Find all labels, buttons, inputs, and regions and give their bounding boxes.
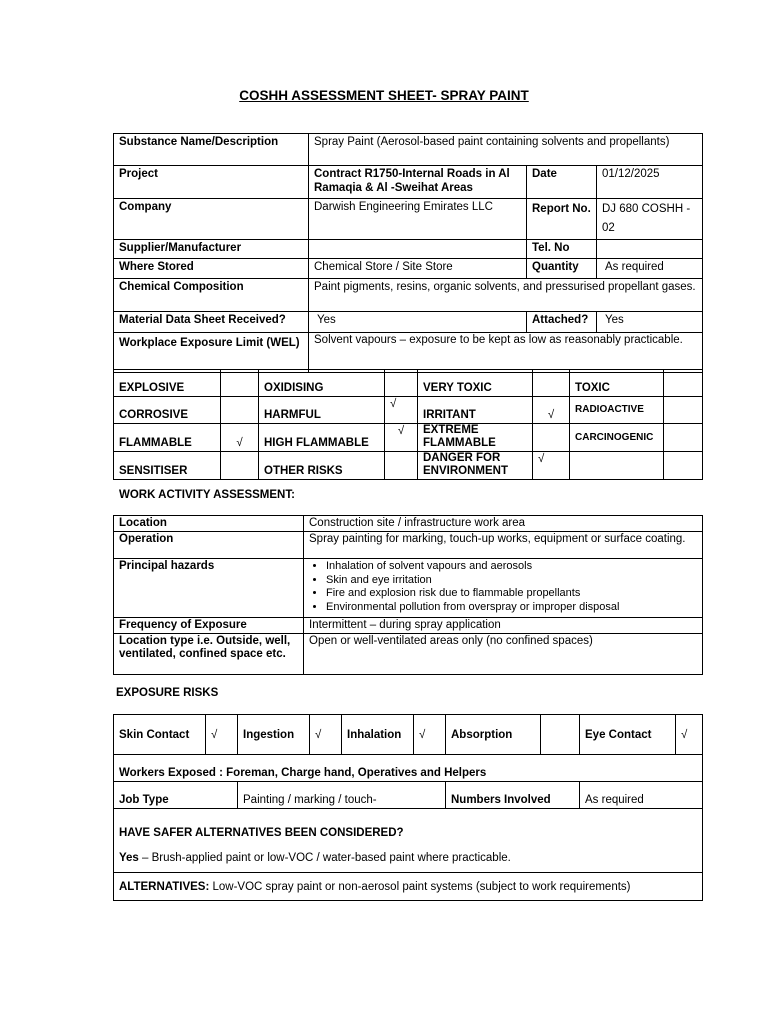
workers-exposed: Workers Exposed : Foreman, Charge hand, Operatives and Helpers [114,755,703,782]
other-risks-label: OTHER RISKS [259,452,385,480]
alternatives-answer [119,846,697,871]
corrosive-check [221,397,259,424]
empty-hazard-cell [570,452,664,480]
wel-label: Workplace Exposure Limit (WEL) [114,333,309,373]
high-flammable-check: √ [385,424,418,452]
page-title: COSHH ASSESSMENT SHEET- SPRAY PAINT [239,88,529,103]
very-toxic-label: VERY TOXIC [418,370,533,397]
frequency-value: Intermittent – during spray application [304,618,703,634]
extreme-flammable-check [533,424,570,452]
substance-value: Spray Paint (Aerosol-based paint containing solvents and propellants) [309,134,703,166]
principal-hazards-label: Principal hazards [114,559,304,618]
toxic-label: TOXIC [570,370,664,397]
explosive-label: EXPLOSIVE [114,370,221,397]
job-type-label: Job Type [114,782,238,809]
ingestion-label: Ingestion [238,715,310,755]
project-value: Contract R1750-Internal Roads in Al Ramaqia & Al -Sweihat Areas [309,166,527,199]
inhalation-label: Inhalation [342,715,414,755]
exposure-risks-table [113,714,703,901]
alternatives-label: ALTERNATIVES: [119,880,210,893]
radioactive-label: RADIOACTIVE [570,397,664,424]
project-label: Project [114,166,309,199]
work-activity-table [113,515,703,675]
absorption-label: Absorption [446,715,541,755]
danger-env-check: √ [533,452,570,480]
company-value: Darwish Engineering Emirates LLC [309,199,527,240]
attached-label: Attached? [527,312,597,333]
hazard-item: • Skin and eye irritation [326,574,697,588]
absorption-check [541,715,580,755]
location-type-label: Location type i.e. Outside, well, ventilated, confined space etc. [114,634,304,675]
sensitiser-label: SENSITISER [114,452,221,480]
hazard-item: • Inhalation of solvent vapours and aerosols [326,560,697,574]
wel-value: Solvent vapours – exposure to be kept as low as reasonably practicable. [309,333,703,373]
alternatives-considered-cell [114,809,703,873]
numbers-involved-value: As required [580,782,703,809]
empty-hazard-check [664,452,703,480]
other-risks-check [385,452,418,480]
composition-label: Chemical Composition [114,279,309,312]
supplier-value [309,240,527,259]
very-toxic-check [533,370,570,397]
hazard-item: • Fire and explosion risk due to flammable propellants [326,587,697,601]
toxic-check [664,370,703,397]
stored-label: Where Stored [114,259,309,279]
operation-value: Spray painting for marking, touch-up works, equipment or surface coating. [304,532,703,559]
irritant-check: √ [533,397,570,424]
extreme-flammable-label: EXTREME FLAMMABLE [418,424,533,452]
msds-value: Yes [309,312,527,333]
company-label: Company [114,199,309,240]
substance-info-table [113,133,703,373]
alternatives-yes: Yes [119,852,139,864]
sensitiser-check [221,452,259,480]
hazard-item: • Environmental pollution from overspray or improper disposal [326,601,697,615]
date-label: Date [527,166,597,199]
tel-value [597,240,703,259]
report-label: Report No. [527,199,597,240]
location-label: Location [114,516,304,532]
carcinogenic-check [664,424,703,452]
ingestion-check: √ [310,715,342,755]
harmful-label: HARMFUL [259,397,385,424]
location-type-value: Open or well-ventilated areas only (no confined spaces) [304,634,703,675]
eye-contact-check: √ [676,715,703,755]
location-value: Construction site / infrastructure work area [304,516,703,532]
supplier-label: Supplier/Manufacturer [114,240,309,259]
alternatives-text: Low-VOC spray paint or non-aerosol paint systems (subject to work requirements) [209,880,631,893]
quantity-value: As required [597,259,703,279]
date-value: 01/12/2025 [597,166,703,199]
alternatives-yes-text: – Brush-applied paint or low-VOC / water-based paint where practicable. [138,852,511,864]
inhalation-check: √ [414,715,446,755]
job-type-value: Painting / marking / touch- [238,782,446,809]
msds-label: Material Data Sheet Received? [114,312,309,333]
composition-value: Paint pigments, resins, organic solvents, and pressurised propellant gases. [309,279,703,312]
report-value: DJ 680 COSHH - 02 [597,199,703,240]
harmful-check: √ [385,397,418,424]
quantity-label: Quantity [527,259,597,279]
tel-label: Tel. No [527,240,597,259]
numbers-involved-label: Numbers Involved [446,782,580,809]
alternatives-cell [114,873,703,901]
frequency-label: Frequency of Exposure [114,618,304,634]
oxidising-check [385,370,418,397]
attached-value: Yes [597,312,703,333]
skin-contact-label: Skin Contact [114,715,206,755]
oxidising-label: OXIDISING [259,370,385,397]
skin-contact-check: √ [206,715,238,755]
corrosive-label: CORROSIVE [114,397,221,424]
substance-label: Substance Name/Description [114,134,309,166]
stored-value: Chemical Store / Site Store [309,259,527,279]
flammable-check: √ [221,424,259,452]
carcinogenic-label: CARCINOGENIC [570,424,664,452]
alternatives-question: HAVE SAFER ALTERNATIVES BEEN CONSIDERED? [119,827,404,839]
irritant-label: IRRITANT [418,397,533,424]
flammable-label: FLAMMABLE [114,424,221,452]
danger-env-label: DANGER FOR ENVIRONMENT [418,452,533,480]
explosive-check [221,370,259,397]
operation-label: Operation [114,532,304,559]
principal-hazards-cell [304,559,703,618]
principal-hazards-list [304,560,697,614]
work-activity-heading: WORK ACTIVITY ASSESSMENT: [119,489,295,501]
high-flammable-label: HIGH FLAMMABLE [259,424,385,452]
hazard-classification-table [113,369,703,480]
exposure-risks-heading: EXPOSURE RISKS [116,687,219,699]
radioactive-check [664,397,703,424]
eye-contact-label: Eye Contact [580,715,676,755]
